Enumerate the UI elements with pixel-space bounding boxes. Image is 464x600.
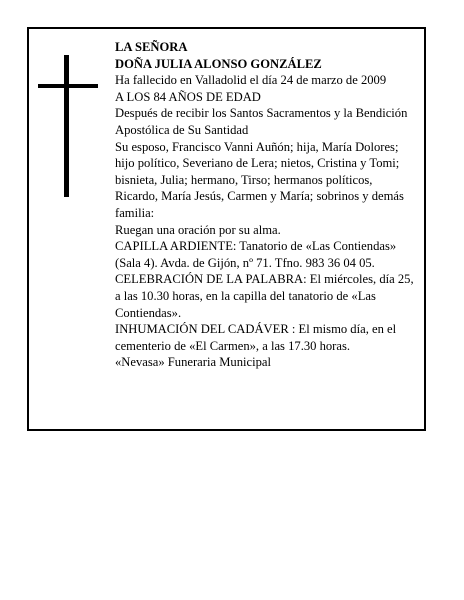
cross-icon (38, 55, 98, 197)
cross-horizontal-bar (38, 84, 98, 88)
deceased-name: DOÑA JULIA ALONSO GONZÁLEZ (115, 56, 322, 71)
chapel-info: CAPILLA ARDIENTE: Tanatorio de «Las Contiendas» (Sala 4). Avda. de Gijón, nº 71. Tfno. 983 36 04 05. (115, 239, 397, 270)
title-line-1: LA SEÑORA (115, 40, 188, 54)
family-list: Su esposo, Francisco Vanni Auñón; hija, María Dolores; hijo político, Severiano de Lera; nietos, Cristina y Tomi; bisnieta, Julia; hermano, Tirso; hermanos políticos, Ricardo, María Jesús, Carmen y María; sobrinos y demás familia: (115, 139, 404, 220)
notice-text (115, 39, 417, 371)
prayer-request: Ruegan una oración por su alma. (115, 222, 281, 237)
death-statement: Ha fallecido en Valladolid el día 24 de marzo de 2009 (115, 73, 387, 88)
funeral-home: «Nevasa» Funeraria Municipal (115, 355, 271, 370)
burial-info: INHUMACIÓN DEL CADÁVER : El mismo día, en el cementerio de «El Carmen», a las 17.30 horas. (115, 322, 397, 353)
sacraments-statement: Después de recibir los Santos Sacramentos y la Bendición Apostólica de Su Santidad (115, 106, 408, 137)
cross-vertical-bar (64, 55, 69, 197)
age-line: A LOS 84 AÑOS DE EDAD (115, 89, 261, 104)
ceremony-info: CELEBRACIÓN DE LA PALABRA: El miércoles, día 25, a las 10.30 horas, en la capilla del tanatorio de «Las Contiendas». (115, 272, 414, 320)
